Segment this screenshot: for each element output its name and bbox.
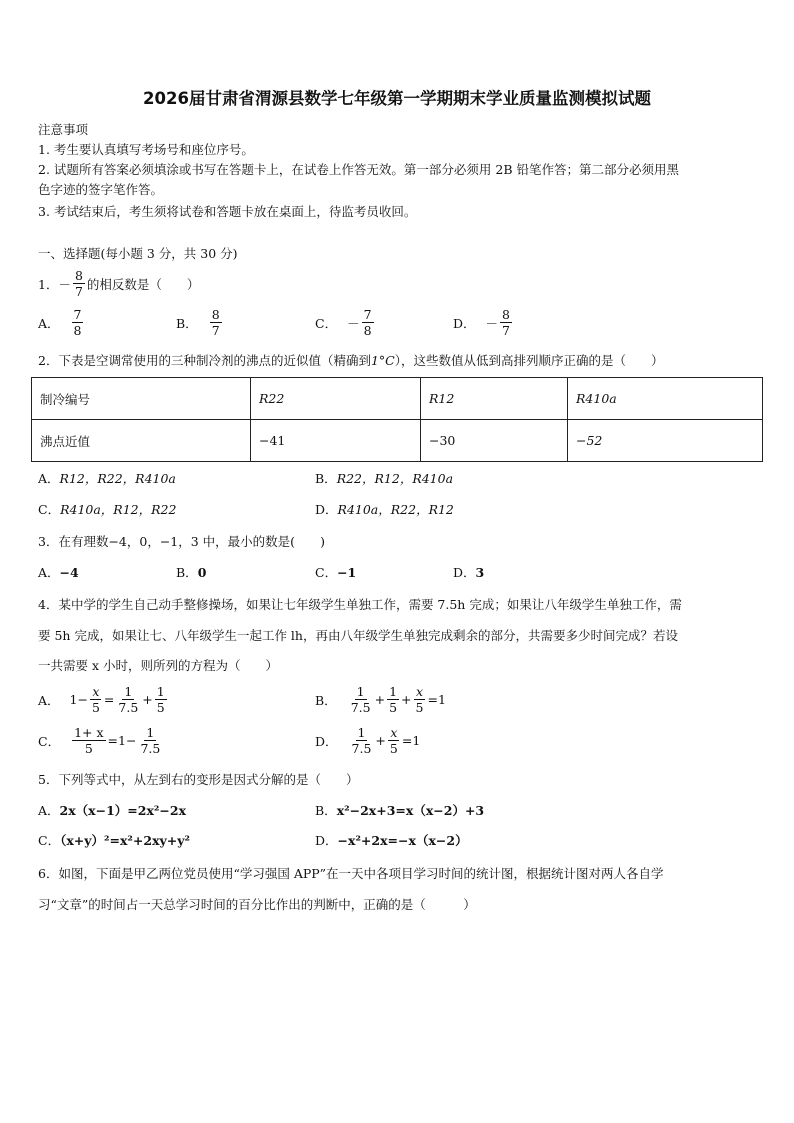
q3-option-b-label: B． xyxy=(176,565,198,580)
eq-fraction xyxy=(72,725,105,756)
q2-option-c-label: C． xyxy=(38,502,61,517)
question-5: 5．下列等式中，从左到右的变形是因式分解的是（ ） xyxy=(38,772,359,787)
eq-term: 1 xyxy=(437,692,446,707)
eq-operator: + xyxy=(375,733,386,748)
q1-option-c[interactable] xyxy=(315,307,376,338)
frac-den: 7.5 xyxy=(140,741,161,756)
table-row xyxy=(32,420,763,462)
frac-den: 5 xyxy=(84,741,93,756)
q3-option-a-label: A． xyxy=(38,565,60,580)
table-cell: 制冷编号 xyxy=(32,378,251,420)
q1-option-a[interactable] xyxy=(38,307,85,338)
q1-fraction xyxy=(73,268,85,299)
q1-option-b-den: 7 xyxy=(211,323,220,338)
frac-den: 5 xyxy=(156,700,165,715)
q1-option-a-fraction xyxy=(72,307,84,338)
q2-option-b-value: R22，R12，R410a xyxy=(336,471,454,486)
q2-option-b-label: B． xyxy=(315,471,337,486)
q3-option-b[interactable] xyxy=(176,564,206,582)
eq-fraction xyxy=(349,684,373,715)
frac-num: 1 xyxy=(356,684,365,699)
q3-option-d-label: D． xyxy=(453,565,476,580)
eq-operator: − xyxy=(77,692,88,707)
question-1 xyxy=(38,268,199,299)
frac-den: 7.5 xyxy=(118,700,139,715)
table-cell: 沸点近值 xyxy=(32,420,251,462)
q1-option-d-fraction xyxy=(500,307,512,338)
table-cell: R410a xyxy=(568,378,763,420)
q3-option-a[interactable] xyxy=(38,564,79,582)
question-4-line-2: 要 5h 完成，如果让七、八年级学生一起工作 lh，再由八年级学生单独完成剩余的部分，共需要多少时间完成？若设 xyxy=(38,628,678,643)
q5-option-b[interactable] xyxy=(315,802,484,820)
q1-option-a-label: A． xyxy=(38,315,60,331)
eq-term: 1 xyxy=(118,733,126,748)
frac-den: 7.5 xyxy=(351,741,372,756)
eq-fraction xyxy=(155,684,167,715)
frac-num: 1+ x xyxy=(74,725,104,740)
frac-den: 5 xyxy=(415,700,424,715)
q2-option-a-label: A． xyxy=(38,471,60,486)
frac-den: 5 xyxy=(91,700,100,715)
table-cell: −52 xyxy=(568,420,763,462)
eq-operator: + xyxy=(401,692,412,707)
q5-option-a[interactable] xyxy=(38,802,186,820)
notice-item-1: 1. 考生要认真填写考场号和座位序号。 xyxy=(38,142,254,157)
table-cell: −41 xyxy=(251,420,421,462)
q1-option-b-num: 8 xyxy=(211,307,220,322)
q3-option-c-label: C． xyxy=(315,565,338,580)
q5-option-d-label: D． xyxy=(315,833,338,848)
page-title: 2026届甘肃省渭源县数学七年级第一学期期末学业质量监测模拟试题 xyxy=(143,89,651,108)
q1-neg-sign: － xyxy=(58,276,71,292)
q4-option-c-label: C． xyxy=(38,733,61,749)
notice-item-3: 3. 考试结束后，考生须将试卷和答题卡放在桌面上，待监考员收回。 xyxy=(38,204,417,219)
q2-option-d[interactable] xyxy=(315,501,454,519)
q3-option-c[interactable] xyxy=(315,564,356,582)
eq-operator: + xyxy=(142,692,153,707)
q1-option-d-num: 8 xyxy=(502,307,510,322)
q1-option-a-den: 8 xyxy=(73,323,82,338)
q2-option-d-label: D． xyxy=(315,502,338,517)
frac-num: 1 xyxy=(357,725,366,740)
eq-operator: = xyxy=(401,733,413,748)
q4-option-d[interactable] xyxy=(315,725,420,756)
q3-option-d-value: 3 xyxy=(475,565,485,580)
q3-option-d[interactable] xyxy=(453,564,484,582)
q2-option-a-value: R12，R22，R410a xyxy=(59,471,176,486)
frac-num: x xyxy=(92,684,100,699)
question-4-line-3: 一共需要 x 小时，则所列的方程为（ ） xyxy=(38,658,278,673)
frac-num: 1 xyxy=(124,684,133,699)
q4-option-a[interactable] xyxy=(38,684,169,715)
eq-operator: − xyxy=(125,733,137,748)
q5-option-b-value: x²−2x+3=x（x−2）+3 xyxy=(336,803,485,818)
eq-fraction xyxy=(350,725,374,756)
question-3: 3．在有理数−4，0，−1，3 中，最小的数是( ) xyxy=(38,534,325,549)
q3-option-a-value: −4 xyxy=(59,565,79,580)
q1-text: 的相反数是（ ） xyxy=(86,276,200,292)
q1-option-c-fraction xyxy=(362,307,374,338)
eq-operator: = xyxy=(427,692,438,707)
q5-option-d[interactable] xyxy=(315,832,468,850)
q1-frac-den: 7 xyxy=(74,284,83,299)
question-4-line-1: 4．某中学的学生自己动手整修操场，如果让七年级学生单独工作，需要 7.5h 完成；如果让八年级学生单独工作，需 xyxy=(38,597,682,612)
eq-fraction xyxy=(90,684,102,715)
q4-option-b-label: B． xyxy=(315,692,337,708)
table-row xyxy=(32,378,763,420)
eq-fraction xyxy=(414,684,426,715)
q1-option-d-sign: － xyxy=(485,315,499,331)
table-cell: R22 xyxy=(251,378,421,420)
q1-frac-num: 8 xyxy=(74,268,83,283)
section-heading: 一、选择题(每小题 3 分，共 30 分) xyxy=(38,246,238,261)
q4-option-a-label: A． xyxy=(38,692,60,708)
question-2 xyxy=(38,352,760,370)
q1-option-b-fraction xyxy=(210,307,222,338)
table-cell: R12 xyxy=(421,378,568,420)
table-cell: −30 xyxy=(421,420,568,462)
frac-num: 1 xyxy=(389,684,398,699)
eq-term: 1 xyxy=(69,692,78,707)
frac-num: x xyxy=(415,684,423,699)
q1-option-b-label: B． xyxy=(176,315,198,331)
q1-option-a-num: 7 xyxy=(73,307,82,322)
frac-num: x xyxy=(390,725,398,740)
q2-text-b: ），这些数值从低到高排列顺序正确的是（ ） xyxy=(394,353,664,368)
q1-option-c-sign: － xyxy=(347,315,360,331)
q5-option-a-label: A． xyxy=(38,803,60,818)
q4-option-c[interactable] xyxy=(38,725,164,756)
frac-den: 5 xyxy=(389,700,398,715)
frac-den: 7.5 xyxy=(350,700,371,715)
q1-option-d-label: D． xyxy=(453,315,476,331)
q1-option-d[interactable] xyxy=(453,307,514,338)
q5-option-d-value: −x²+2x=−x（x−2） xyxy=(337,833,468,848)
eq-fraction xyxy=(388,725,400,756)
question-6-line-1: 6．如图，下面是甲乙两位党员使用“学习强国 APP”在一天中各项目学习时间的统计图，根据统计图对两人各自学 xyxy=(38,866,664,881)
eq-term: 1 xyxy=(412,733,421,748)
q3-option-c-value: −1 xyxy=(337,565,357,580)
frac-num: 1 xyxy=(156,684,165,699)
q1-number: 1． xyxy=(38,276,59,292)
q5-option-c[interactable] xyxy=(38,832,190,850)
q1-option-c-den: 8 xyxy=(363,323,372,338)
q2-table xyxy=(31,377,763,462)
question-6-line-2: 习“文章”的时间占一天总学习时间的百分比作出的判断中，正确的是（ ） xyxy=(38,897,476,912)
q2-option-b[interactable] xyxy=(315,470,453,488)
notice-heading: 注意事项 xyxy=(38,122,89,137)
q3-option-b-value: 0 xyxy=(197,565,207,580)
eq-fraction xyxy=(138,725,162,756)
frac-den: 5 xyxy=(389,741,398,756)
eq-operator: = xyxy=(107,733,119,748)
q2-text-a: 2．下表是空调常使用的三种制冷剂的沸点的近似值（精确到 xyxy=(38,353,371,368)
q5-option-c-label: C． xyxy=(38,833,61,848)
q5-option-b-label: B． xyxy=(315,803,337,818)
q2-option-a[interactable] xyxy=(38,470,176,488)
q4-option-b[interactable] xyxy=(315,684,446,715)
notice-item-2: 2. 试题所有答案必须填涂或书写在答题卡上，在试卷上作答无效。第一部分必须用 2B 铅笔作答；第二部分必须用黑 xyxy=(38,162,679,177)
q1-option-b[interactable] xyxy=(176,307,224,338)
notice-item-2-cont: 色字迹的签字笔作答。 xyxy=(38,182,164,197)
q4-option-d-label: D． xyxy=(315,733,338,749)
eq-operator: = xyxy=(103,692,115,707)
q2-unit: 1°C xyxy=(370,353,395,368)
frac-num: 1 xyxy=(146,725,155,740)
q5-option-a-value: 2x（x−1）=2x²−2x xyxy=(59,803,187,818)
eq-fraction xyxy=(116,684,140,715)
eq-operator: + xyxy=(374,692,386,707)
q2-option-c[interactable] xyxy=(38,501,176,519)
q2-option-d-value: R410a，R22，R12 xyxy=(337,502,454,517)
q1-option-c-label: C． xyxy=(315,315,338,331)
q1-option-c-num: 7 xyxy=(363,307,372,322)
eq-fraction xyxy=(387,684,399,715)
q2-option-c-value: R410a，R12，R22 xyxy=(60,502,177,517)
q5-option-c-value: （x+y）²=x²+2xy+y² xyxy=(60,833,190,848)
q1-option-d-den: 7 xyxy=(502,323,510,338)
